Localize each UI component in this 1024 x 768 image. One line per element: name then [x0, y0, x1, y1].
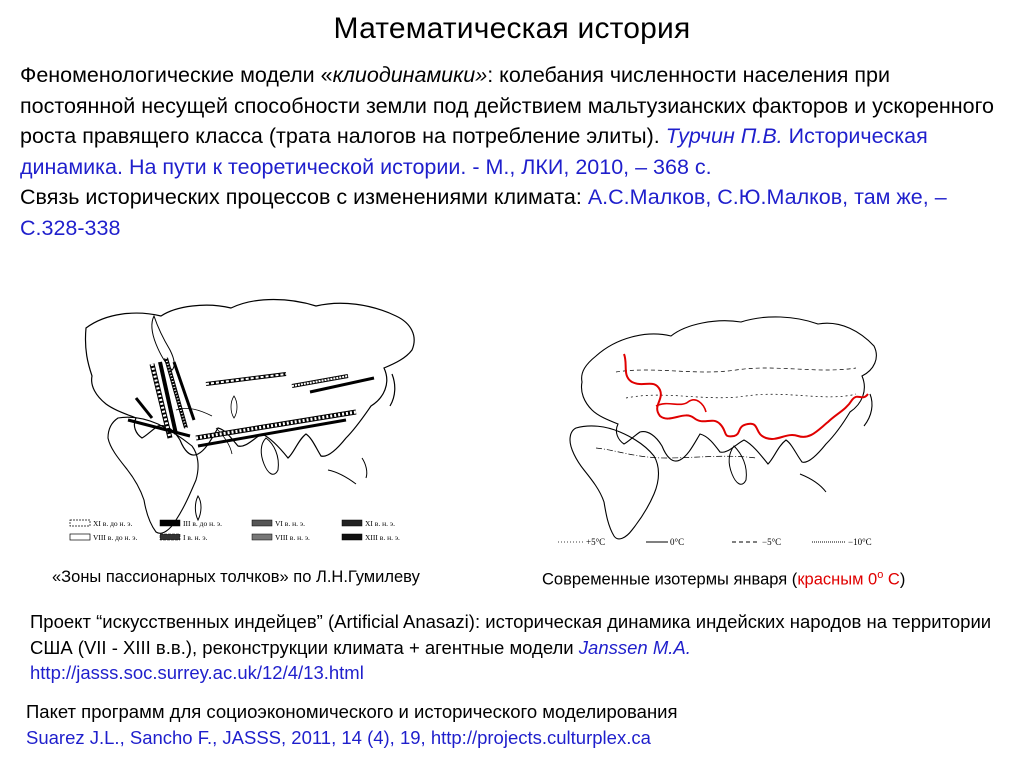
- turchin-reference: Историческая динамика. На пути к теоретической истории. - М., ЛКИ, 2010, – 368 с.: [20, 124, 928, 179]
- legend-item-6: I в. н. э.: [183, 533, 208, 542]
- legend-plus5: +5°C: [586, 537, 606, 547]
- intro-paragraph: [20, 60, 1010, 244]
- legend-minus10: −10°C: [848, 537, 872, 547]
- intro-text-1: Феноменологические модели «: [20, 63, 333, 87]
- legend-item-5: VIII в. до н. э.: [93, 533, 138, 542]
- legend-item-3: VI в. н. э.: [275, 519, 305, 528]
- map2-caption-text: Современные изотермы января (: [542, 570, 798, 589]
- jasss-link[interactable]: http://jasss.soc.surrey.ac.uk/12/4/13.html: [30, 662, 364, 683]
- legend-minus5: −5°C: [762, 537, 782, 547]
- map2-caption-c: С: [883, 570, 900, 589]
- slide-title: Математическая история: [333, 12, 691, 45]
- climate-text: Связь исторических процессов с изменениями климата:: [20, 185, 588, 210]
- legend-item-8: XIII в. н. э.: [365, 533, 400, 542]
- january-isotherms-map: [556, 298, 886, 552]
- map1-caption: «Зоны пассионарных толчков» по Л.Н.Гумилеву: [52, 568, 420, 586]
- anasazi-text: Проект “искусственных индейцев” (Artificial Anasazi): историческая динамика индейских народов на территории США (VII - XIII в.в.), реконструкции климата + агентные модели: [30, 611, 992, 658]
- cliodynamics-term: клиодинамики»: [332, 63, 488, 87]
- culturplex-link[interactable]: Suarez J.L., Sancho F., JASSS, 2011, 14 (4), 19, http://projects.culturplex.ca: [26, 726, 651, 748]
- legend-item-4: XI в. н. э.: [365, 519, 395, 528]
- anasazi-paragraph: [30, 609, 1010, 686]
- turchin-author: Турчин П.В.: [665, 124, 783, 149]
- malkov-reference: А.С.Малков, С.Ю.Малков, там же, – С.328-338: [20, 185, 947, 240]
- map2-caption-red: красным 0: [797, 570, 878, 589]
- software-text: Пакет программ для социоэкономического и исторического моделирования: [26, 701, 678, 722]
- passionary-zones-map: [66, 288, 430, 554]
- software-paragraph: [26, 699, 1006, 750]
- intro-text-2: : колебания численности населения при постоянной несущей способности земли под действием мальтузианских факторов и ускоренного роста правящего класса (трата налогов на потребление элиты).: [20, 63, 994, 149]
- degree-sup: o: [877, 569, 884, 581]
- map2-caption: [542, 569, 905, 590]
- legend-item-7: VIII в. н. э.: [275, 533, 310, 542]
- janssen-author: Janssen M.A.: [578, 636, 691, 658]
- legend-item-1: XI в. до н. э.: [93, 519, 133, 528]
- map2-caption-close: ): [899, 570, 906, 589]
- legend-item-2: III в. до н. э.: [183, 519, 222, 528]
- legend-zero: 0°C: [670, 537, 685, 547]
